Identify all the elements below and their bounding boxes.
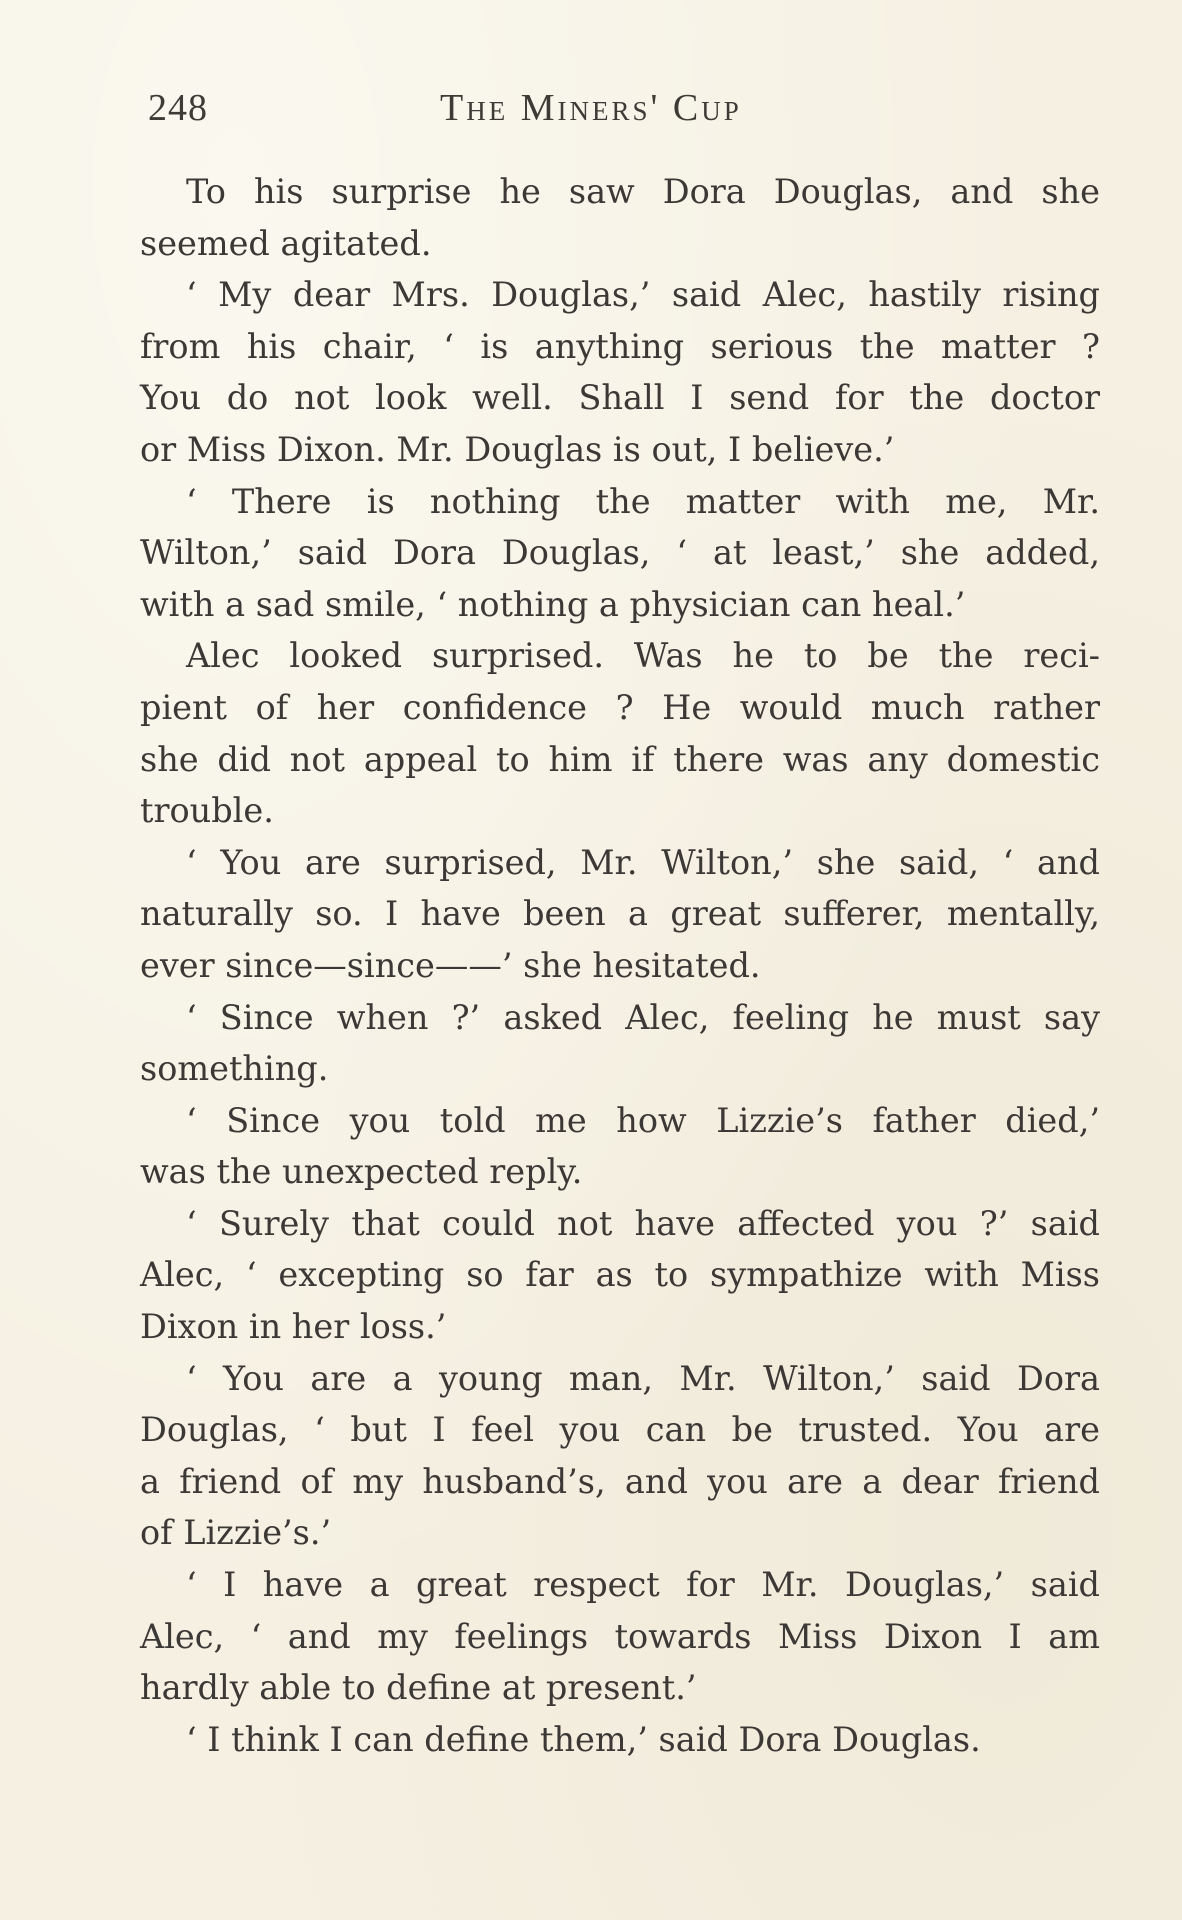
text-line: with a sad smile, ‘ nothing a physician can heal.’	[140, 584, 966, 624]
text-line: Alec, ‘ and my feelings towards Miss Dixon I am	[140, 1616, 1100, 1656]
text-line: ‘ Since you told me how Lizzie’s father died,’	[186, 1100, 1100, 1140]
text-line: seemed agitated.	[140, 223, 432, 263]
text-line: ‘ My dear Mrs. Douglas,’ said Alec, hastily rising	[186, 275, 1100, 315]
text-line: hardly able to define at present.’	[140, 1668, 697, 1708]
text-line: Alec, ‘ excepting so far as to sympathize with Miss	[140, 1255, 1100, 1295]
text-line: Alec looked surprised. Was he to be the reci-	[186, 636, 1100, 676]
body-text	[140, 166, 1100, 1765]
text-line: a friend of my husband’s, and you are a dear friend	[140, 1461, 1100, 1501]
paragraph	[140, 1714, 1100, 1766]
text-line: ‘ Surely that could not have affected you ?’ said	[186, 1203, 1100, 1243]
text-line: ever since—since——’ she hesitated.	[140, 945, 761, 985]
text-line: To his surprise he saw Dora Douglas, and she	[186, 172, 1100, 211]
text-line: Wilton,’ said Dora Douglas, ‘ at least,’ she added,	[140, 533, 1100, 573]
text-line: Dixon in her loss.’	[140, 1307, 447, 1347]
text-line: trouble.	[140, 791, 274, 831]
text-line: ‘ I think I can define them,’ said Dora Douglas.	[186, 1719, 981, 1759]
text-line: something.	[140, 1049, 329, 1089]
text-line: of Lizzie’s.’	[140, 1513, 332, 1553]
paragraph	[140, 1559, 1100, 1714]
text-line: pient of her confidence ? He would much rather	[140, 687, 1100, 727]
paragraph	[140, 1198, 1100, 1353]
text-line: she did not appeal to him if there was any domestic	[140, 739, 1100, 779]
paragraph	[140, 166, 1100, 269]
page-number: 248	[148, 87, 208, 129]
text-line: ‘ You are surprised, Mr. Wilton,’ she said, ‘ and	[186, 842, 1100, 882]
paragraph	[140, 837, 1100, 992]
paragraph	[140, 1095, 1100, 1198]
text-line: ‘ There is nothing the matter with me, Mr.	[186, 481, 1100, 521]
paragraph	[140, 630, 1100, 836]
paragraph	[140, 1353, 1100, 1559]
text-line: Douglas, ‘ but I feel you can be trusted. You are	[140, 1410, 1100, 1450]
paragraph	[140, 269, 1100, 475]
paragraph	[140, 476, 1100, 631]
running-title: The Miners' Cup	[440, 87, 742, 129]
text-line: ‘ Since when ?’ asked Alec, feeling he must say	[186, 997, 1100, 1037]
text-line: or Miss Dixon. Mr. Douglas is out, I believe.’	[140, 429, 895, 469]
text-line: was the unexpected reply.	[140, 1152, 583, 1192]
paragraph	[140, 992, 1100, 1095]
text-line: ‘ I have a great respect for Mr. Douglas,’ said	[186, 1565, 1100, 1605]
text-line: You do not look well. Shall I send for the doctor	[140, 378, 1100, 418]
text-line: from his chair, ‘ is anything serious the matter ?	[140, 326, 1100, 366]
text-line: ‘ You are a young man, Mr. Wilton,’ said Dora	[186, 1358, 1100, 1398]
text-line: naturally so. I have been a great sufferer, mentally,	[140, 894, 1100, 934]
running-head	[148, 86, 1098, 138]
